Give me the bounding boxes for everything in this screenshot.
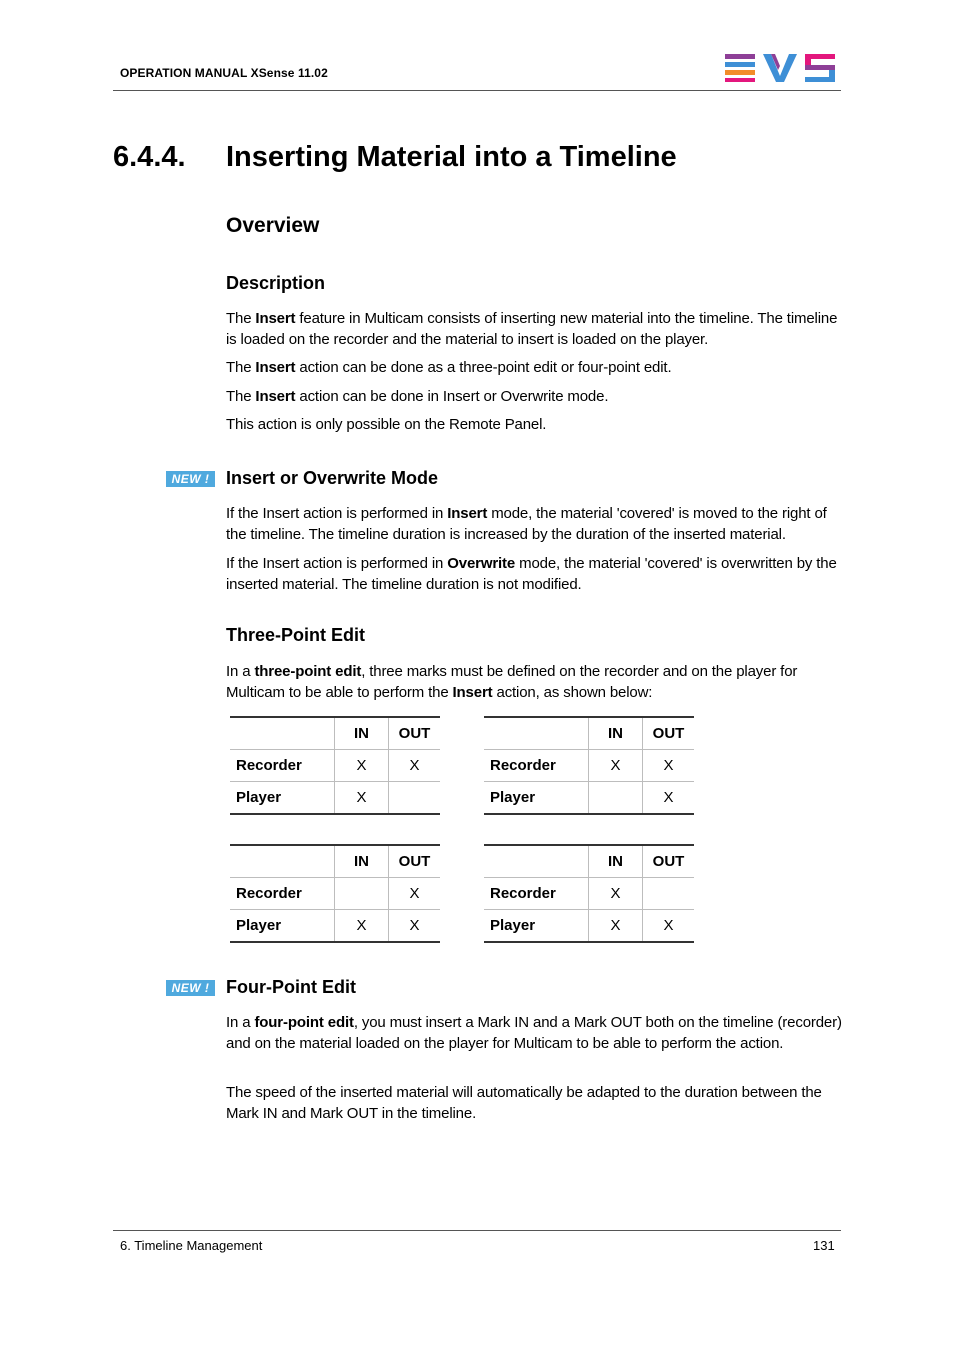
row-label: Recorder	[230, 878, 335, 910]
table-cell: X	[589, 910, 643, 943]
row-label: Recorder	[484, 750, 589, 782]
three-point-paragraph: In a three-point edit, three marks must be defined on the recorder and on the player for Multicam to be able to perform the Insert action, as shown below:	[226, 663, 798, 701]
table-header-cell: IN	[335, 845, 389, 878]
table-row	[484, 910, 694, 943]
table-row	[230, 750, 440, 782]
row-label: Player	[230, 782, 335, 815]
description-paragraph-4: This action is only possible on the Remote Panel.	[226, 416, 547, 433]
table-row	[230, 782, 440, 815]
four-point-paragraph-2: The speed of the inserted material will automatically be adapted to the duration between the Mark IN and Mark OUT in the timeline.	[226, 1084, 822, 1122]
table-header-cell	[484, 845, 589, 878]
table-row	[484, 878, 694, 910]
table-row	[484, 782, 694, 815]
section-number: 6.4.4.	[113, 141, 186, 173]
table-header-cell	[230, 845, 335, 878]
table-cell: X	[643, 782, 695, 815]
four-point-heading: Four-Point Edit	[226, 977, 356, 997]
table-cell: X	[389, 750, 441, 782]
table-cell: X	[335, 750, 389, 782]
row-label: Player	[484, 782, 589, 815]
page-number: 131	[813, 1238, 835, 1253]
table-header-cell: IN	[589, 717, 643, 750]
table-row	[484, 750, 694, 782]
new-badge: NEW !	[166, 471, 215, 487]
description-paragraph-3: The Insert action can be done in Insert or Overwrite mode.	[226, 388, 609, 405]
table-header-row	[230, 717, 440, 750]
header-rule	[113, 90, 841, 91]
insert-mode-paragraph-1: If the Insert action is performed in Insert mode, the material 'covered' is moved to the right of the timeline. The timeline duration is increased by the duration of the inserted material.	[226, 505, 827, 543]
table-header-cell: OUT	[389, 845, 441, 878]
table-cell: X	[335, 782, 389, 815]
four-point-paragraph-1: In a four-point edit, you must insert a Mark IN and a Mark OUT both on the timeline (recorder) and on the material loaded on the player for Multicam to be able to perform the action.	[226, 1014, 842, 1052]
row-label: Recorder	[230, 750, 335, 782]
table-header-row	[484, 845, 694, 878]
table-cell	[335, 878, 389, 910]
table-header-cell: OUT	[643, 717, 695, 750]
table-cell: X	[389, 878, 441, 910]
new-badge: NEW !	[166, 980, 215, 996]
table-cell	[643, 878, 695, 910]
table-header-cell	[230, 717, 335, 750]
table-header-cell: OUT	[389, 717, 441, 750]
table-cell: X	[389, 910, 441, 943]
table-cell: X	[589, 878, 643, 910]
three-point-heading: Three-Point Edit	[226, 625, 365, 645]
evs-logo	[725, 54, 835, 82]
footer-rule	[113, 1230, 841, 1231]
header-title: OPERATION MANUAL XSense 11.02	[120, 66, 328, 80]
description-paragraph-1: The Insert feature in Multicam consists of inserting new material into the timeline. The timeline is loaded on the recorder and the material to insert is loaded on the player.	[226, 310, 838, 348]
table-row	[230, 878, 440, 910]
table-cell: X	[643, 910, 695, 943]
table-cell: X	[643, 750, 695, 782]
marks-table-3	[230, 844, 440, 943]
marks-table-1	[230, 716, 440, 815]
table-header-cell	[484, 717, 589, 750]
overview-heading: Overview	[226, 214, 320, 237]
table-cell: X	[589, 750, 643, 782]
insert-mode-paragraph-2: If the Insert action is performed in Overwrite mode, the material 'covered' is overwritten by the inserted material. The timeline duration is not modified.	[226, 555, 837, 593]
marks-table-4	[484, 844, 694, 943]
table-cell	[589, 782, 643, 815]
section-title: Inserting Material into a Timeline	[226, 141, 677, 173]
table-cell	[389, 782, 441, 815]
table-header-cell: IN	[589, 845, 643, 878]
table-header-row	[230, 845, 440, 878]
table-header-cell: OUT	[643, 845, 695, 878]
table-row	[230, 910, 440, 943]
description-paragraph-2: The Insert action can be done as a three-point edit or four-point edit.	[226, 359, 672, 376]
insert-mode-heading: Insert or Overwrite Mode	[226, 468, 439, 488]
footer-chapter: 6. Timeline Management	[120, 1238, 263, 1253]
marks-table-2	[484, 716, 694, 815]
table-header-cell: IN	[335, 717, 389, 750]
row-label: Recorder	[484, 878, 589, 910]
table-cell: X	[335, 910, 389, 943]
table-header-row	[484, 717, 694, 750]
row-label: Player	[230, 910, 335, 943]
description-heading: Description	[226, 273, 326, 293]
row-label: Player	[484, 910, 589, 943]
